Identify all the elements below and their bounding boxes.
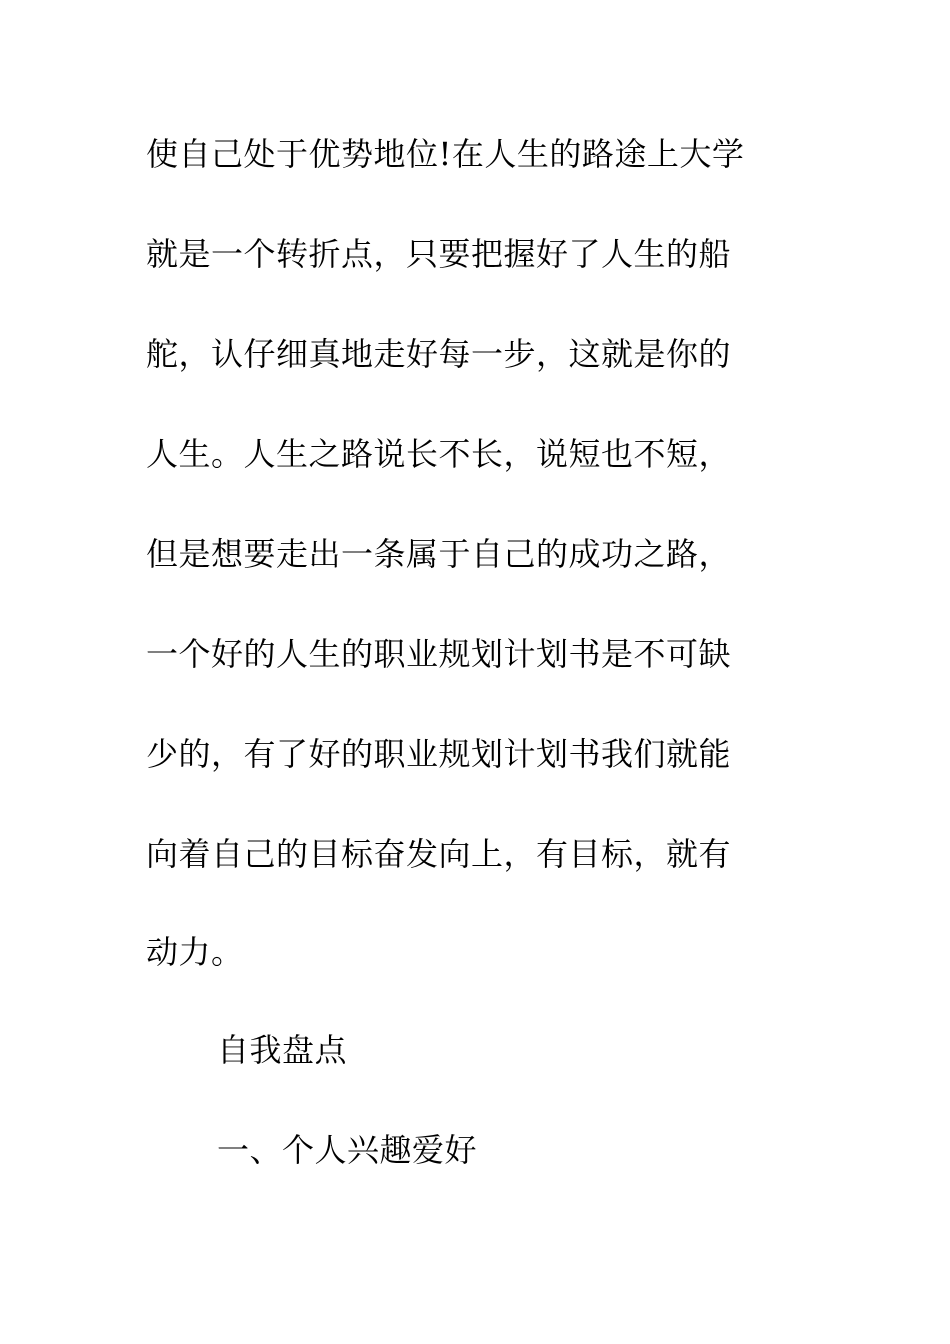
- subsection-heading: 一、个人兴趣爱好: [217, 1131, 478, 1169]
- paragraph-line: 少的，有了好的职业规划计划书我们就能: [146, 735, 732, 773]
- paragraph-line: 舵，认仔细真地走好每一步，这就是你的: [146, 335, 732, 373]
- paragraph-line: 使自己处于优势地位!在人生的路途上大学: [146, 135, 745, 173]
- paragraph-line: 一个好的人生的职业规划计划书是不可缺: [146, 635, 732, 673]
- paragraph-line: 就是一个转折点，只要把握好了人生的船: [146, 235, 732, 273]
- section-heading: 自我盘点: [217, 1031, 348, 1069]
- paragraph-line: 动力。: [146, 933, 244, 971]
- paragraph-line: 但是想要走出一条属于自己的成功之路，: [146, 535, 732, 573]
- paragraph-line: 向着自己的目标奋发向上，有目标，就有: [146, 835, 732, 873]
- paragraph-line: 人生。人生之路说长不长，说短也不短，: [146, 435, 732, 473]
